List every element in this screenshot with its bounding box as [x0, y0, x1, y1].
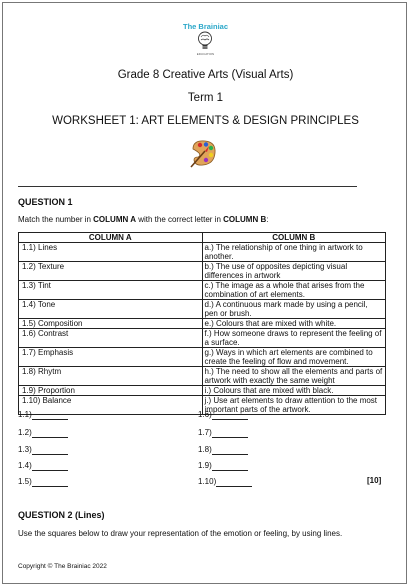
- definition-cell: i.) Colours that are mixed with black.: [202, 386, 386, 396]
- answer-line-1-5[interactable]: [18, 477, 68, 487]
- definition-cell: e.) Colours that are mixed with white.: [202, 319, 386, 329]
- answer-line-1-7[interactable]: [198, 428, 248, 438]
- answer-label: 1.10): [198, 477, 217, 486]
- answer-blank[interactable]: [212, 429, 248, 438]
- question2-text: Use the squares below to draw your representation of the emotion or feeling, by using lines.: [18, 529, 343, 538]
- column-b-header: COLUMN B: [202, 233, 386, 243]
- section-divider: [18, 186, 357, 187]
- definition-cell: c.) The image as a whole that arises from the combination of art elements.: [202, 281, 386, 300]
- table-row: [19, 262, 386, 281]
- definition-cell: d.) A continuous mark made by using a pencil, pen or brush.: [202, 300, 386, 319]
- definition-cell: j.) Use art elements to draw attention to the most important parts of the artwork.: [202, 396, 386, 415]
- term-cell: 1.6) Contrast: [19, 329, 203, 348]
- copyright-footer: Copyright © The Brainiac 2022: [18, 563, 107, 570]
- instruction-text: Match the number in: [18, 215, 94, 224]
- table-row: [19, 243, 386, 262]
- definition-cell: a.) The relationship of one thing in artwork to another.: [202, 243, 386, 262]
- column-a-header: COLUMN A: [19, 233, 203, 243]
- answer-label: 1.3): [18, 445, 32, 454]
- table-row: [19, 386, 386, 396]
- answer-label: 1.5): [18, 477, 32, 486]
- definition-cell: b.) The use of opposites depicting visual differences in artwork: [202, 262, 386, 281]
- question2-heading: QUESTION 2 (Lines): [18, 510, 105, 520]
- answer-blank[interactable]: [216, 478, 252, 487]
- term-cell: 1.5) Composition: [19, 319, 203, 329]
- matching-table: [18, 232, 386, 415]
- term-cell: 1.2) Texture: [19, 262, 203, 281]
- definition-cell: h.) The need to show all the elements and parts of artwork with exactly the same weight: [202, 367, 386, 386]
- brand-name: The Brainiac: [182, 22, 228, 31]
- brain-bulb-logo-icon: [196, 31, 214, 51]
- answer-label: 1.9): [198, 461, 212, 470]
- table-row: [19, 367, 386, 386]
- worksheet-title: WORKSHEET 1: ART ELEMENTS & DESIGN PRINCIPLES: [52, 115, 359, 127]
- answer-label: 1.1): [18, 410, 32, 419]
- term-cell: 1.4) Tone: [19, 300, 203, 319]
- definition-cell: f.) How someone draws to represent the feeling of a surface.: [202, 329, 386, 348]
- answer-label: 1.7): [198, 428, 212, 437]
- table-row: [19, 300, 386, 319]
- question1-marks: [10]: [367, 476, 382, 485]
- term-cell: 1.1) Lines: [19, 243, 203, 262]
- grade-title: Grade 8 Creative Arts (Visual Arts): [117, 69, 294, 81]
- answer-line-1-9[interactable]: [198, 461, 248, 471]
- question1-instruction: [18, 215, 268, 224]
- table-row: [19, 329, 386, 348]
- term-cell: 1.10) Balance: [19, 396, 203, 415]
- answer-line-1-10[interactable]: [198, 477, 252, 487]
- logo-subtext: EDUCATION: [196, 52, 215, 56]
- term-cell: 1.8) Rhytm: [19, 367, 203, 386]
- answer-line-1-2[interactable]: [18, 428, 68, 438]
- term-title: Term 1: [187, 92, 224, 104]
- answer-blank[interactable]: [212, 446, 248, 455]
- answer-label: 1.8): [198, 445, 212, 454]
- instruction-column-b: COLUMN B: [223, 215, 267, 224]
- table-row: [19, 319, 386, 329]
- instruction-text: with the correct letter in: [135, 215, 224, 224]
- answer-blank[interactable]: [212, 462, 248, 471]
- answer-label: 1.4): [18, 461, 32, 470]
- term-cell: 1.7) Emphasis: [19, 348, 203, 367]
- answer-blank[interactable]: [32, 462, 68, 471]
- answer-line-1-3[interactable]: [18, 445, 68, 455]
- answer-blank[interactable]: [32, 429, 68, 438]
- answer-blank[interactable]: [212, 411, 248, 420]
- term-cell: 1.3) Tint: [19, 281, 203, 300]
- answer-blank[interactable]: [32, 478, 68, 487]
- answer-label: 1.2): [18, 428, 32, 437]
- answer-blank[interactable]: [32, 446, 68, 455]
- table-row: [19, 348, 386, 367]
- instruction-column-a: COLUMN A: [93, 215, 136, 224]
- answer-label: 1.6): [198, 410, 212, 419]
- answer-blank[interactable]: [32, 411, 68, 420]
- answer-line-1-8[interactable]: [198, 445, 248, 455]
- term-cell: 1.9) Proportion: [19, 386, 203, 396]
- answer-line-1-6[interactable]: [198, 410, 248, 420]
- definition-cell: g.) Ways in which art elements are combined to create the feeling of flow and movement.: [202, 348, 386, 367]
- instruction-text: :: [266, 215, 269, 224]
- question1-heading: QUESTION 1: [18, 197, 73, 207]
- table-row: [19, 281, 386, 300]
- paint-palette-icon: [189, 137, 219, 169]
- answer-line-1-1[interactable]: [18, 410, 68, 420]
- answer-line-1-4[interactable]: [18, 461, 68, 471]
